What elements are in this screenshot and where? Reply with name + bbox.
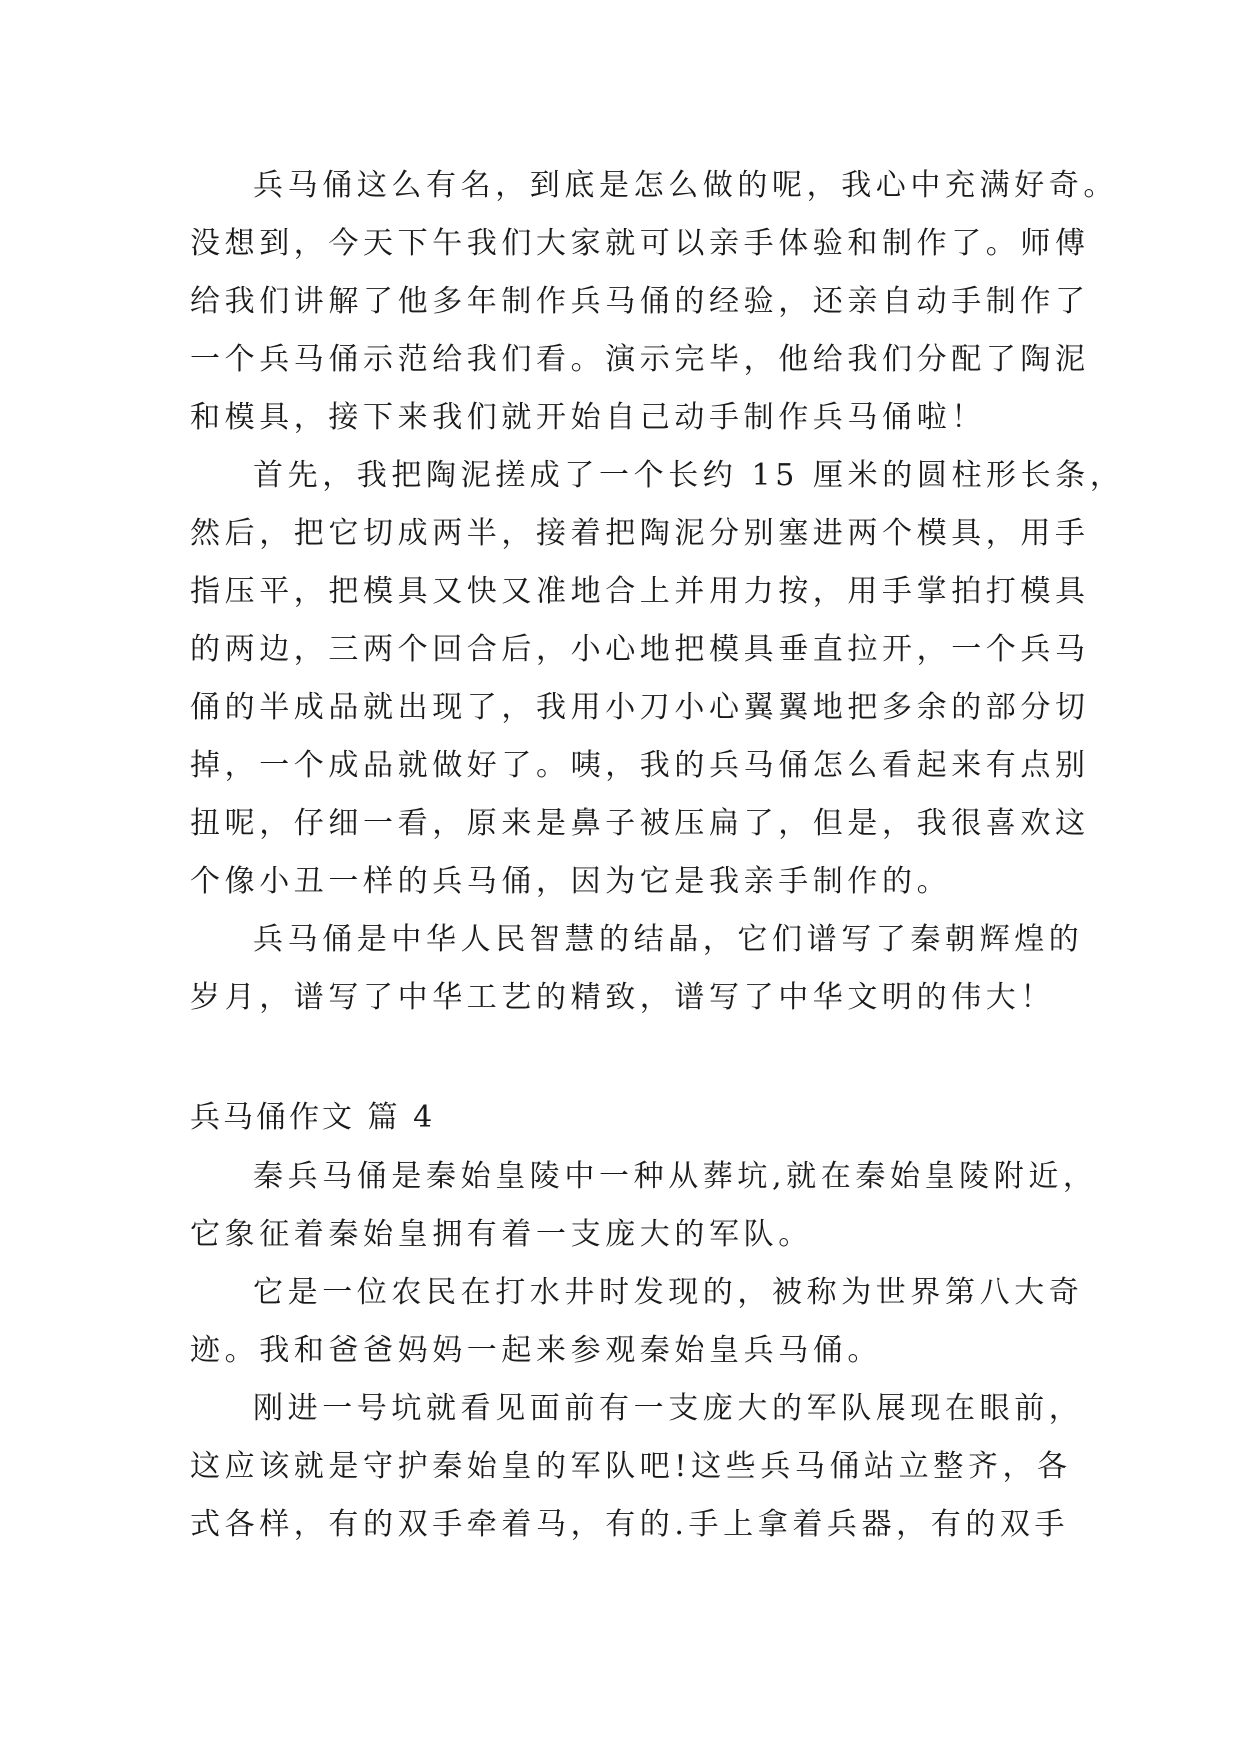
text-line: 扭呢，仔细一看，原来是鼻子被压扁了，但是，我很喜欢这 bbox=[190, 806, 1090, 841]
text-line: 的两边，三两个回合后，小心地把模具垂直拉开，一个兵马 bbox=[190, 632, 1090, 667]
text-line: 一个兵马俑示范给我们看。演示完毕，他给我们分配了陶泥 bbox=[190, 342, 1090, 377]
text-line: 兵马俑是中华人民智慧的结晶，它们谱写了秦朝辉煌的 bbox=[253, 922, 1084, 957]
text-line: 给我们讲解了他多年制作兵马俑的经验，还亲自动手制作了 bbox=[190, 284, 1090, 319]
section-heading: 兵马俑作文 篇 4 bbox=[190, 1100, 436, 1135]
text-line: 这应该就是守护秦始皇的军队吧!这些兵马俑站立整齐，各 bbox=[190, 1449, 1072, 1484]
text-line: 指压平，把模具又快又准地合上并用力按，用手掌拍打模具 bbox=[190, 574, 1090, 609]
text-line: 个像小丑一样的兵马俑，因为它是我亲手制作的。 bbox=[190, 864, 952, 899]
text-line: 俑的半成品就出现了，我用小刀小心翼翼地把多余的部分切 bbox=[190, 690, 1090, 725]
text-line: 没想到，今天下午我们大家就可以亲手体验和制作了。师傅 bbox=[190, 226, 1090, 261]
text-line: 迹。我和爸爸妈妈一起来参观秦始皇兵马俑。 bbox=[190, 1333, 882, 1368]
text-line: 刚进一号坑就看见面前有一支庞大的军队展现在眼前， bbox=[253, 1391, 1084, 1426]
text-line: 然后，把它切成两半，接着把陶泥分别塞进两个模具，用手 bbox=[190, 516, 1090, 551]
text-line: 首先，我把陶泥搓成了一个长约 15 厘米的圆柱形长条， bbox=[253, 458, 1125, 493]
text-line: 和模具，接下来我们就开始自己动手制作兵马俑啦！ bbox=[190, 400, 986, 435]
text-line: 兵马俑这么有名，到底是怎么做的呢，我心中充满好奇。 bbox=[253, 168, 1118, 203]
text-line: 岁月，谱写了中华工艺的精致，谱写了中华文明的伟大！ bbox=[190, 980, 1055, 1015]
text-line: 它象征着秦始皇拥有着一支庞大的军队。 bbox=[190, 1217, 813, 1252]
text-line: 掉，一个成品就做好了。咦，我的兵马俑怎么看起来有点别 bbox=[190, 748, 1090, 783]
text-line: 它是一位农民在打水井时发现的，被称为世界第八大奇 bbox=[253, 1275, 1084, 1310]
text-line: 秦兵马俑是秦始皇陵中一种从葬坑,就在秦始皇陵附近， bbox=[253, 1159, 1098, 1194]
text-line: 式各样，有的双手牵着马，有的.手上拿着兵器，有的双手 bbox=[190, 1507, 1070, 1542]
